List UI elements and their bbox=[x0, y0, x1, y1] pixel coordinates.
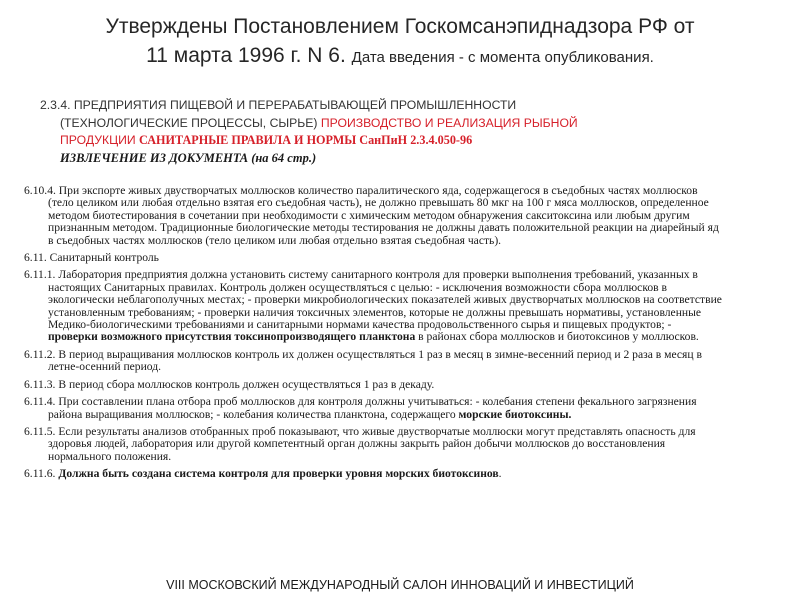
document-title bbox=[20, 12, 780, 72]
header-line-1: 2.3.4. ПРЕДПРИЯТИЯ ПИЩЕВОЙ И ПЕРЕРАБАТЫВАЮЩЕЙ ПРОМЫШЛЕННОСТИ bbox=[40, 98, 517, 112]
p3-text-a: 6.11.1. Лаборатория предприятия должна установить систему санитарного контроля для проверки выполнения требований, указанных в настоящих Санитарных правилах. Контроль должен осуществляться с целью: - исключения возможности сбора моллюсков в экологически неблагополучных местах; - проверки микробиологических показателей живых двустворчатых моллюсков на соответствие установленным требованиям; - проверки наличия токсичных элементов, которые не должны превышать нормативы, установленные Медико-биологическими требованиями и санитарными нормами качества продовольственного сырья и пищевых продуктов; - bbox=[24, 268, 722, 332]
paragraph-6-11: 6.11. Санитарный контроль bbox=[24, 251, 159, 265]
p3-text-c: в районах сбора моллюсков и биотоксинов у моллюсков. bbox=[415, 330, 699, 344]
title-line-2 bbox=[20, 41, 780, 72]
title-date: 11 марта 1996 г. N 6. bbox=[146, 44, 352, 67]
paragraph-6-11-5: 6.11.5. Если результаты анализов отобранных проб показывают, что живые двустворчатые моллюски могут представлять опасность для здоровья людей, лаборатория или другой компетентный орган должны закрыть район добычи моллюсков до восстановления нормального положения. bbox=[24, 424, 696, 463]
paragraph-6-11-1 bbox=[24, 269, 724, 343]
paragraph-6-11-2: 6.11.2. В период выращивания моллюсков контроль их должен осуществляться 1 раз в месяц в зимне-весенний период и 2 раза в месяц в летне-осенний период. bbox=[24, 347, 702, 374]
p3-text-bold: проверки возможного присутствия токсинопроизводящего планктона bbox=[48, 330, 416, 344]
header-line-2-text: (ТЕХНОЛОГИЧЕСКИЕ ПРОЦЕССЫ, СЫРЬЕ) bbox=[60, 115, 321, 130]
footer-event-name: VIII МОСКОВСКИЙ МЕЖДУНАРОДНЫЙ САЛОН ИННОВАЦИЙ И ИНВЕСТИЦИЙ bbox=[166, 578, 634, 592]
p8-text-bold: Должна быть создана система контроля для проверки уровня морских биотоксинов bbox=[58, 467, 499, 481]
header-sanpin-title: САНИТАРНЫЕ ПРАВИЛА И НОРМЫ СанПиН 2.3.4.050-96 bbox=[139, 133, 473, 147]
header-line-2 bbox=[40, 115, 740, 133]
section-header bbox=[40, 97, 740, 167]
document-body bbox=[24, 185, 724, 486]
paragraph-6-10-4: 6.10.4. При экспорте живых двустворчатых моллюсков количество паралитического яда, содержащегося в съедобных частях моллюсков (тело целиком или любая отдельно взятая его съедобная часть), не должно превышать 80 мкг на 100 г мяса моллюсков, определенное методом биотестирования в сочетании при необходимости с химическим методом обнаружения сакситоксина или любым другим признанным методом. Традиционные биологические методы тестирования не должны давать положительной реакции на диарейный яд в съедобных частях моллюсков (тело целиком или любая отдельно взятая съедобная часть). bbox=[24, 184, 719, 247]
title-line-1: Утверждены Постановлением Госкомсанэпиднадзора РФ от bbox=[105, 15, 695, 38]
header-line-3-red: ПРОДУКЦИИ bbox=[60, 133, 139, 147]
p8-text-c: . bbox=[498, 467, 502, 481]
p8-text-a: 6.11.6. bbox=[24, 467, 59, 481]
header-line-3 bbox=[40, 132, 740, 150]
paragraph-6-11-6 bbox=[24, 468, 724, 480]
p6-text-bold: морские биотоксины. bbox=[458, 407, 572, 421]
title-effective-date: Дата введения - с момента опубликования. bbox=[351, 49, 654, 66]
paragraph-6-11-4 bbox=[24, 396, 724, 421]
p6-text-a: 6.11.4. При составлении плана отбора проб моллюсков для контроля должны учитываться: - колебания степени фекального загрязнения района выращивания моллюсков; - колебания количества планктона, содержащего bbox=[24, 395, 697, 421]
header-extract-note: ИЗВЛЕЧЕНИЕ ИЗ ДОКУМЕНТА (на 64 стр.) bbox=[60, 150, 317, 165]
header-line-2-red: ПРОИЗВОДСТВО И РЕАЛИЗАЦИЯ РЫБНОЙ bbox=[320, 115, 578, 130]
paragraph-6-11-3: 6.11.3. В период сбора моллюсков контроль должен осуществляться 1 раз в декаду. bbox=[24, 377, 435, 391]
